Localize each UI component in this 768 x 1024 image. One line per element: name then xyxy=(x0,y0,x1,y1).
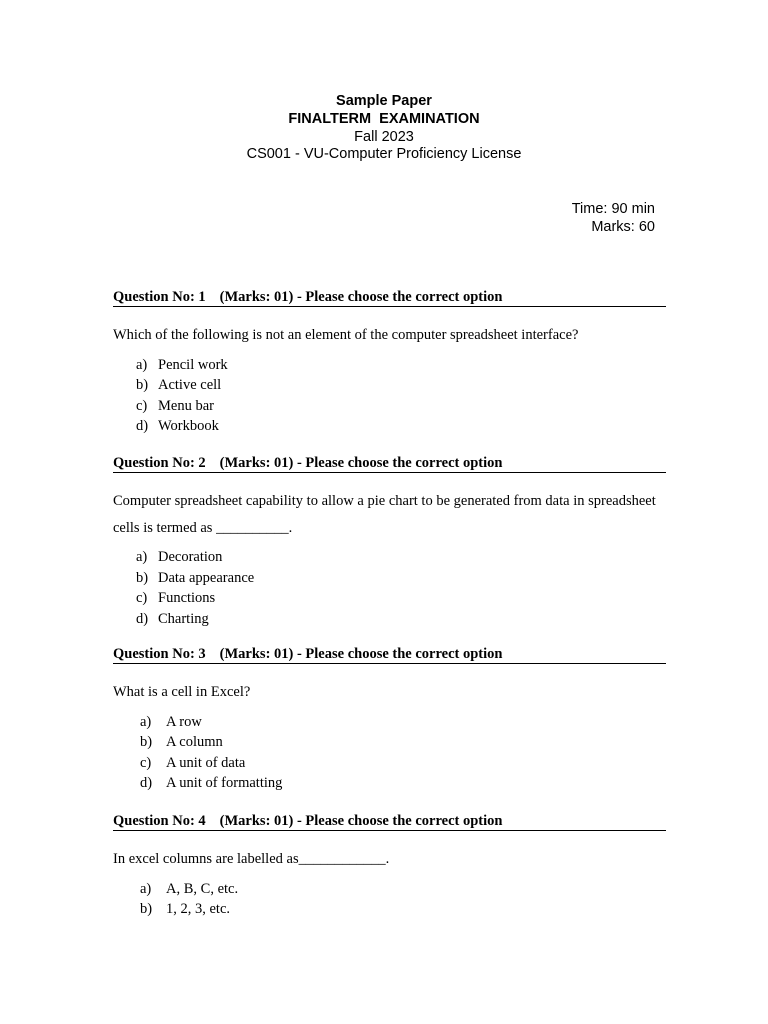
total-marks: Marks: 60 xyxy=(591,219,655,235)
option-d[interactable] xyxy=(113,416,666,437)
question-marks: (Marks: 01) - Please choose the correct option xyxy=(219,455,503,471)
option-letter: b) xyxy=(136,377,149,393)
question-1 xyxy=(113,289,666,437)
course-title: CS001 - VU-Computer Proficiency License xyxy=(246,146,522,163)
question-marks: (Marks: 01) - Please choose the correct option xyxy=(219,813,503,829)
option-a[interactable] xyxy=(113,712,666,733)
option-text: Active cell xyxy=(158,377,222,393)
option-text: Decoration xyxy=(158,549,223,565)
option-list xyxy=(113,879,666,920)
option-c[interactable] xyxy=(113,396,666,417)
question-number: Question No: 1 xyxy=(113,289,206,305)
semester: Fall 2023 xyxy=(354,128,414,145)
option-letter: c) xyxy=(140,754,152,771)
option-letter: a) xyxy=(136,549,148,565)
option-a[interactable] xyxy=(113,547,666,568)
option-letter: c) xyxy=(136,590,148,606)
question-marks: (Marks: 01) - Please choose the correct option xyxy=(219,646,503,662)
question-text: What is a cell in Excel? xyxy=(113,684,251,700)
option-text: A, B, C, etc. xyxy=(166,880,239,897)
option-list xyxy=(113,355,666,437)
question-text: Computer spreadsheet capability to allow a pie chart to be generated from data in spreadsheet cells is termed as __________. xyxy=(113,493,656,536)
option-text: A row xyxy=(166,713,202,730)
option-a[interactable] xyxy=(113,879,666,900)
option-text: Data appearance xyxy=(158,569,255,586)
option-d[interactable] xyxy=(113,609,666,630)
question-heading xyxy=(113,646,666,664)
question-heading xyxy=(113,813,666,831)
time-limit: Time: 90 min xyxy=(571,201,655,217)
option-text: A unit of formatting xyxy=(166,775,283,791)
exam-header xyxy=(0,93,768,164)
option-text: Charting xyxy=(158,610,209,627)
option-list xyxy=(113,712,666,794)
option-text: 1, 2, 3, etc. xyxy=(166,901,231,917)
option-letter: d) xyxy=(140,775,153,791)
option-letter: d) xyxy=(136,610,149,627)
question-4 xyxy=(113,813,666,920)
option-text: Functions xyxy=(158,590,216,606)
question-number: Question No: 4 xyxy=(113,813,206,829)
exam-title: FINALTERM EXAMINATION xyxy=(288,110,480,127)
option-letter: a) xyxy=(136,356,148,373)
option-text: Menu bar xyxy=(158,397,214,414)
option-c[interactable] xyxy=(113,753,666,774)
question-marks: (Marks: 01) - Please choose the correct option xyxy=(219,289,503,305)
question-2 xyxy=(113,455,666,629)
option-text: A column xyxy=(166,734,223,750)
option-list xyxy=(113,547,666,629)
question-number: Question No: 3 xyxy=(113,646,206,662)
option-b[interactable] xyxy=(113,732,666,753)
question-text: In excel columns are labelled as____________. xyxy=(113,851,390,867)
option-b[interactable] xyxy=(113,375,666,396)
question-text: Which of the following is not an element of the computer spreadsheet interface? xyxy=(113,327,579,343)
option-c[interactable] xyxy=(113,588,666,609)
question-3 xyxy=(113,646,666,794)
option-letter: a) xyxy=(140,880,152,897)
option-text: A unit of data xyxy=(166,754,246,771)
option-letter: c) xyxy=(136,397,148,414)
option-text: Workbook xyxy=(158,418,219,434)
option-d[interactable] xyxy=(113,773,666,794)
option-b[interactable] xyxy=(113,899,666,920)
question-heading xyxy=(113,289,666,307)
paper-label: Sample Paper xyxy=(336,93,432,109)
option-letter: a) xyxy=(140,713,152,730)
question-number: Question No: 2 xyxy=(113,455,206,471)
option-letter: b) xyxy=(136,569,149,586)
option-b[interactable] xyxy=(113,568,666,589)
option-text: Pencil work xyxy=(158,356,228,373)
option-letter: d) xyxy=(136,418,149,434)
option-letter: b) xyxy=(140,734,153,750)
exam-meta xyxy=(572,200,655,236)
question-heading xyxy=(113,455,666,473)
option-a[interactable] xyxy=(113,355,666,376)
option-letter: b) xyxy=(140,901,153,917)
